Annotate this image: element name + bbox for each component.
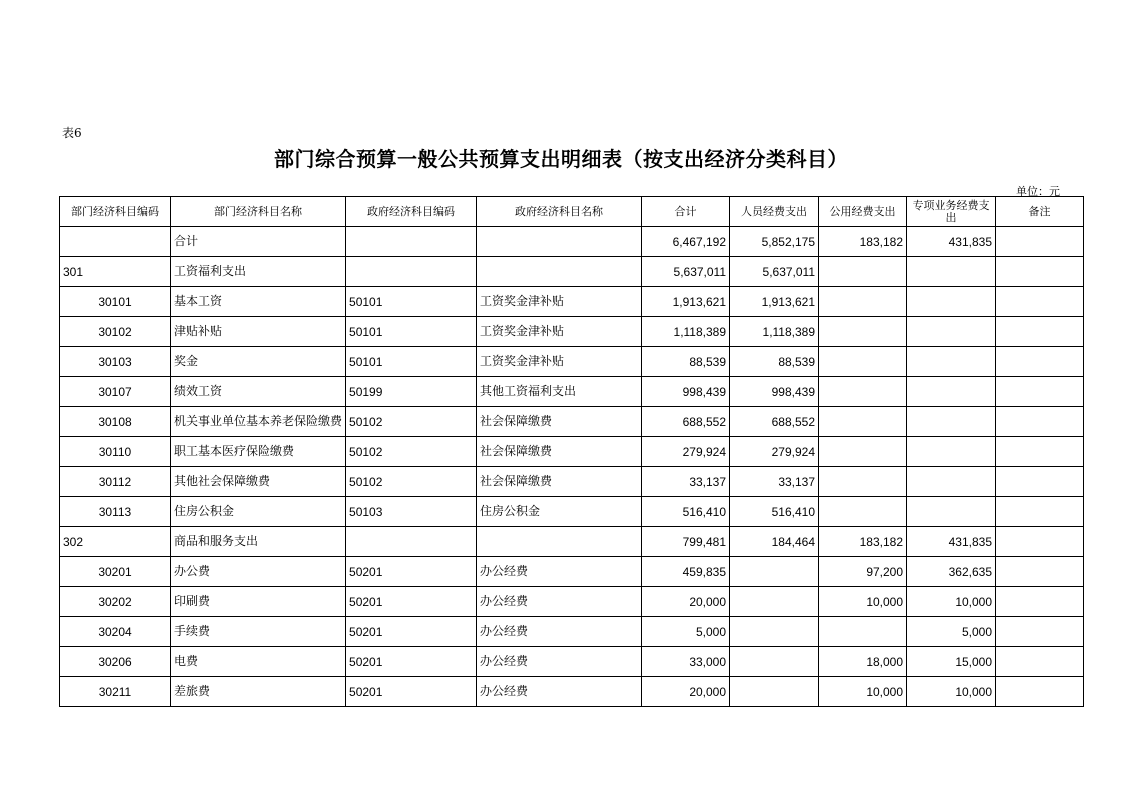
personnel-cell: 279,924 — [730, 437, 819, 467]
column-header: 政府经济科目编码 — [346, 197, 477, 227]
total-cell: 279,924 — [642, 437, 730, 467]
dept-name-cell: 差旅费 — [171, 677, 346, 707]
personnel-cell: 33,137 — [730, 467, 819, 497]
gov-code-cell: 50102 — [346, 407, 477, 437]
personnel-cell: 516,410 — [730, 497, 819, 527]
gov-name-cell: 社会保障缴费 — [477, 437, 642, 467]
special-cell — [907, 497, 996, 527]
public-cell — [819, 407, 907, 437]
special-cell: 10,000 — [907, 677, 996, 707]
table-row — [60, 557, 1084, 587]
column-header: 政府经济科目名称 — [477, 197, 642, 227]
gov-code-cell: 50201 — [346, 677, 477, 707]
column-header: 合计 — [642, 197, 730, 227]
table-number: 表6 — [62, 126, 82, 140]
table-row — [60, 317, 1084, 347]
dept-name-cell: 其他社会保障缴费 — [171, 467, 346, 497]
dept-code-cell: 30110 — [60, 437, 171, 467]
personnel-cell: 5,637,011 — [730, 257, 819, 287]
special-cell: 15,000 — [907, 647, 996, 677]
table-row — [60, 527, 1084, 557]
table-row — [60, 587, 1084, 617]
public-cell: 10,000 — [819, 677, 907, 707]
note-cell — [996, 437, 1084, 467]
table-row — [60, 377, 1084, 407]
gov-name-cell — [477, 257, 642, 287]
note-cell — [996, 527, 1084, 557]
public-cell — [819, 617, 907, 647]
dept-code-cell: 30206 — [60, 647, 171, 677]
total-cell: 688,552 — [642, 407, 730, 437]
dept-code-cell: 30204 — [60, 617, 171, 647]
total-cell: 20,000 — [642, 677, 730, 707]
note-cell — [996, 257, 1084, 287]
special-cell: 431,835 — [907, 227, 996, 257]
dept-name-cell: 机关事业单位基本养老保险缴费 — [171, 407, 346, 437]
page-title: 部门综合预算一般公共预算支出明细表（按支出经济分类科目） — [274, 147, 848, 171]
dept-code-cell: 30113 — [60, 497, 171, 527]
note-cell — [996, 347, 1084, 377]
gov-code-cell: 50101 — [346, 287, 477, 317]
total-cell: 1,118,389 — [642, 317, 730, 347]
total-cell: 1,913,621 — [642, 287, 730, 317]
dept-name-cell: 基本工资 — [171, 287, 346, 317]
gov-name-cell — [477, 227, 642, 257]
personnel-cell — [730, 677, 819, 707]
gov-name-cell: 办公经费 — [477, 587, 642, 617]
special-cell — [907, 257, 996, 287]
total-cell: 33,000 — [642, 647, 730, 677]
gov-name-cell: 办公经费 — [477, 557, 642, 587]
total-cell: 5,637,011 — [642, 257, 730, 287]
personnel-cell — [730, 617, 819, 647]
gov-name-cell: 其他工资福利支出 — [477, 377, 642, 407]
table-row — [60, 647, 1084, 677]
gov-name-cell — [477, 527, 642, 557]
public-cell — [819, 497, 907, 527]
gov-code-cell: 50201 — [346, 557, 477, 587]
dept-code-cell: 30211 — [60, 677, 171, 707]
public-cell: 10,000 — [819, 587, 907, 617]
gov-code-cell: 50101 — [346, 317, 477, 347]
dept-name-cell: 工资福利支出 — [171, 257, 346, 287]
public-cell — [819, 287, 907, 317]
column-header: 部门经济科目名称 — [171, 197, 346, 227]
gov-name-cell: 工资奖金津补贴 — [477, 317, 642, 347]
public-cell — [819, 317, 907, 347]
table-row — [60, 497, 1084, 527]
table-header-row — [60, 197, 1084, 227]
dept-code-cell: 30201 — [60, 557, 171, 587]
column-header: 专项业务经费支出 — [907, 197, 996, 227]
special-cell: 431,835 — [907, 527, 996, 557]
special-cell — [907, 467, 996, 497]
dept-code-cell: 301 — [60, 257, 171, 287]
table-row — [60, 617, 1084, 647]
gov-name-cell: 社会保障缴费 — [477, 467, 642, 497]
public-cell — [819, 467, 907, 497]
personnel-cell — [730, 557, 819, 587]
table-row — [60, 257, 1084, 287]
special-cell — [907, 347, 996, 377]
gov-code-cell — [346, 227, 477, 257]
gov-code-cell: 50102 — [346, 467, 477, 497]
table-row — [60, 467, 1084, 497]
table-row — [60, 407, 1084, 437]
dept-name-cell: 职工基本医疗保险缴费 — [171, 437, 346, 467]
dept-code-cell: 30101 — [60, 287, 171, 317]
table-row — [60, 227, 1084, 257]
gov-code-cell: 50199 — [346, 377, 477, 407]
public-cell — [819, 347, 907, 377]
dept-code-cell — [60, 227, 171, 257]
gov-code-cell: 50101 — [346, 347, 477, 377]
public-cell: 97,200 — [819, 557, 907, 587]
dept-code-cell: 30107 — [60, 377, 171, 407]
dept-name-cell: 合计 — [171, 227, 346, 257]
special-cell — [907, 407, 996, 437]
total-cell: 516,410 — [642, 497, 730, 527]
total-cell: 5,000 — [642, 617, 730, 647]
total-cell: 33,137 — [642, 467, 730, 497]
dept-name-cell: 奖金 — [171, 347, 346, 377]
dept-code-cell: 30112 — [60, 467, 171, 497]
dept-name-cell: 津贴补贴 — [171, 317, 346, 347]
column-header: 公用经费支出 — [819, 197, 907, 227]
gov-name-cell: 办公经费 — [477, 647, 642, 677]
gov-name-cell: 办公经费 — [477, 677, 642, 707]
dept-name-cell: 手续费 — [171, 617, 346, 647]
public-cell — [819, 257, 907, 287]
special-cell — [907, 317, 996, 347]
dept-name-cell: 绩效工资 — [171, 377, 346, 407]
personnel-cell: 1,913,621 — [730, 287, 819, 317]
special-cell: 362,635 — [907, 557, 996, 587]
note-cell — [996, 377, 1084, 407]
gov-code-cell — [346, 257, 477, 287]
note-cell — [996, 587, 1084, 617]
gov-name-cell: 工资奖金津补贴 — [477, 347, 642, 377]
dept-name-cell: 办公费 — [171, 557, 346, 587]
dept-code-cell: 30108 — [60, 407, 171, 437]
column-header: 人员经费支出 — [730, 197, 819, 227]
table-row — [60, 437, 1084, 467]
dept-code-cell: 30102 — [60, 317, 171, 347]
personnel-cell: 998,439 — [730, 377, 819, 407]
dept-code-cell: 30103 — [60, 347, 171, 377]
special-cell — [907, 377, 996, 407]
table-row — [60, 347, 1084, 377]
gov-code-cell: 50102 — [346, 437, 477, 467]
total-cell: 799,481 — [642, 527, 730, 557]
gov-code-cell: 50201 — [346, 587, 477, 617]
dept-name-cell: 商品和服务支出 — [171, 527, 346, 557]
public-cell: 183,182 — [819, 527, 907, 557]
gov-name-cell: 社会保障缴费 — [477, 407, 642, 437]
gov-code-cell — [346, 527, 477, 557]
dept-name-cell: 电费 — [171, 647, 346, 677]
total-cell: 88,539 — [642, 347, 730, 377]
public-cell: 183,182 — [819, 227, 907, 257]
note-cell — [996, 557, 1084, 587]
note-cell — [996, 287, 1084, 317]
gov-name-cell: 工资奖金津补贴 — [477, 287, 642, 317]
gov-code-cell: 50201 — [346, 617, 477, 647]
personnel-cell — [730, 587, 819, 617]
note-cell — [996, 467, 1084, 497]
column-header: 备注 — [996, 197, 1084, 227]
total-cell: 459,835 — [642, 557, 730, 587]
gov-code-cell: 50201 — [346, 647, 477, 677]
table-row — [60, 287, 1084, 317]
note-cell — [996, 317, 1084, 347]
total-cell: 6,467,192 — [642, 227, 730, 257]
personnel-cell: 688,552 — [730, 407, 819, 437]
personnel-cell: 1,118,389 — [730, 317, 819, 347]
table-body — [60, 227, 1084, 707]
special-cell — [907, 287, 996, 317]
note-cell — [996, 497, 1084, 527]
personnel-cell — [730, 647, 819, 677]
table-row — [60, 677, 1084, 707]
personnel-cell: 184,464 — [730, 527, 819, 557]
special-cell — [907, 437, 996, 467]
note-cell — [996, 227, 1084, 257]
note-cell — [996, 617, 1084, 647]
public-cell — [819, 437, 907, 467]
personnel-cell: 88,539 — [730, 347, 819, 377]
gov-code-cell: 50103 — [346, 497, 477, 527]
unit-label: 单位：元 — [1016, 185, 1060, 198]
public-cell: 18,000 — [819, 647, 907, 677]
note-cell — [996, 407, 1084, 437]
special-cell: 10,000 — [907, 587, 996, 617]
total-cell: 998,439 — [642, 377, 730, 407]
personnel-cell: 5,852,175 — [730, 227, 819, 257]
dept-name-cell: 印刷费 — [171, 587, 346, 617]
column-header: 部门经济科目编码 — [60, 197, 171, 227]
gov-name-cell: 住房公积金 — [477, 497, 642, 527]
public-cell — [819, 377, 907, 407]
budget-table — [59, 196, 1084, 707]
total-cell: 20,000 — [642, 587, 730, 617]
dept-code-cell: 30202 — [60, 587, 171, 617]
dept-name-cell: 住房公积金 — [171, 497, 346, 527]
note-cell — [996, 647, 1084, 677]
dept-code-cell: 302 — [60, 527, 171, 557]
note-cell — [996, 677, 1084, 707]
special-cell: 5,000 — [907, 617, 996, 647]
gov-name-cell: 办公经费 — [477, 617, 642, 647]
